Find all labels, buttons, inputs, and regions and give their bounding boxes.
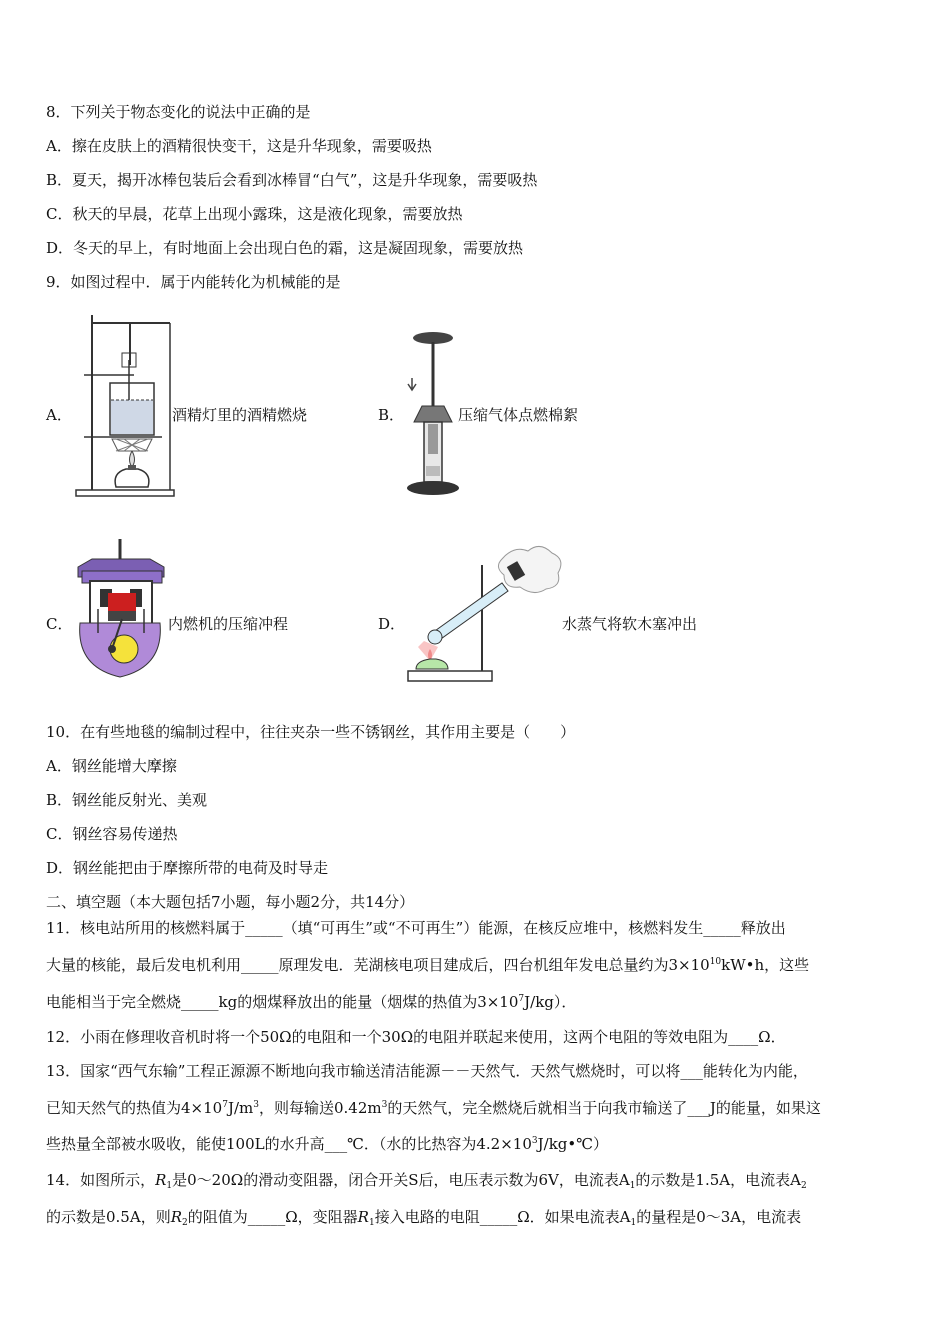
q12-text: 12．小雨在修理收音机时将一个50Ω的电阻和一个30Ω的电阻并联起来使用，这两个电阻的等效电阻为____Ω． (46, 1028, 786, 1046)
q9-option-b-caption: 压缩气体点燃棉絮 (458, 406, 579, 424)
q10-option-d: D．钢丝能把由于摩擦所带的电荷及时导走 (46, 859, 329, 877)
q10-option-a: A．钢丝能增大摩擦 (46, 757, 177, 775)
q8-stem: 8．下列关于物态变化的说法中正确的是 (46, 103, 311, 121)
q9-option-a-caption: 酒精灯里的酒精燃烧 (172, 406, 308, 424)
steam-cork-figure (402, 543, 564, 688)
q10-option-b: B．钢丝能反射光、美观 (46, 791, 208, 809)
engine-compression-figure (72, 537, 172, 687)
q11-line-3: 电能相当于完全燃烧_____kg的烟煤释放出的能量（烟煤的热值为$3\times 10^7J/kg$）． (46, 993, 577, 1011)
q8-option-c: C．秋天的早晨，花草上出现小露珠，这是液化现象，需要放热 (46, 205, 463, 223)
q13-line-3: 些热量全部被水吸收，能使100L的水升高___℃．（水的比热容为$4.2\times 10^3J/kg•℃$） (46, 1135, 609, 1153)
q8-option-b: B．夏天，揭开冰棒包装后会看到冰棒冒“白气”，这是升华现象，需要吸热 (46, 171, 538, 189)
q8-option-a: A．擦在皮肤上的酒精很快变干，这是升华现象，需要吸热 (46, 137, 432, 155)
q8-option-d: D．冬天的早上，有时地面上会出现白色的霜，这是凝固现象，需要放热 (46, 239, 524, 257)
q11-line-1: 11．核电站所用的核燃料属于_____（填“可再生”或“不可再生”）能源，在核反应堆中，核燃料发生_____释放出 (46, 919, 786, 937)
q9-option-a-letter: A． (46, 406, 72, 424)
q9-option-c-letter: C． (46, 615, 73, 633)
section-2-heading: 二、填空题（本大题包括7小题，每小题2分，共14分） (46, 893, 415, 911)
q14-line-2: 的示数是0.5A，则$R_2$的阻值为_____Ω，变阻器$R_1$接入电路的电阻_____Ω．如果电流表$A_1$的量程是0～3A，电流表 (46, 1208, 802, 1228)
q9-stem: 9．如图过程中．属于内能转化为机械能的是 (46, 273, 341, 291)
q11-line-2: 大量的核能，最后发电机利用_____原理发电．芜湖核电项目建成后，四台机组年发电总量约为$3\times 10^{10}kW•h$，这些 (46, 956, 810, 974)
q13-line-2: 已知天然气的热值为$4\times 10^7J/m^3$，则每输送$0.42m^3$的天然气，完全燃烧后就相当于向我市输送了___J的能量，如果这 (46, 1099, 821, 1117)
q9-option-d-caption: 水蒸气将软木塞冲出 (562, 615, 698, 633)
q13-line-1: 13．国家“西气东输”工程正源源不断地向我市输送清洁能源－－天然气．天然气燃烧时，可以将___能转化为内能， (46, 1062, 808, 1080)
q10-option-c: C．钢丝容易传递热 (46, 825, 178, 843)
q9-option-d-letter: D． (378, 615, 406, 633)
alcohol-lamp-figure (72, 305, 177, 500)
fire-syringe-figure (402, 328, 464, 498)
q10-stem: 10．在有些地毯的编制过程中，往往夹杂一些不锈钢丝，其作用主要是（ ） (46, 723, 576, 741)
q14-line-1: 14．如图所示，$R_1$是0～20Ω的滑动变阻器，闭合开关S后，电压表示数为6V，电流表$A_1$的示数是1.5A，电流表$A_2$ (46, 1171, 807, 1191)
q9-option-c-caption: 内燃机的压缩冲程 (168, 615, 289, 633)
q9-option-b-letter: B． (378, 406, 405, 424)
